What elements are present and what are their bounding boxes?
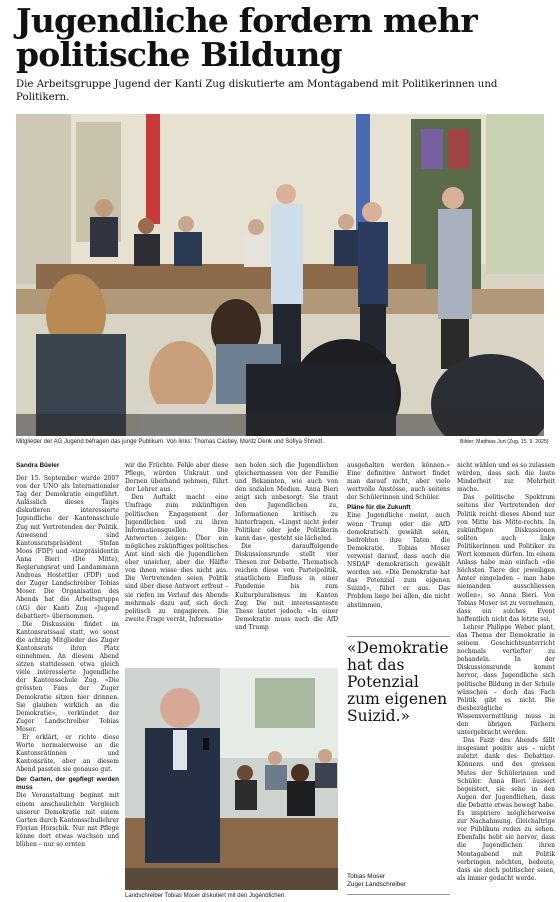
paragraph: nen holen sich die Jugendlichen gleichermassen von der Familie und Bekannten, wie auch von den sozialen Medien. Anna Bieri zeigt sich unbesorgt: Sie traut den Jugendlichen zu, Informationen kritisch zu hinterfragen. «Lingst nicht jeder Politiker oder jede Politikerin kann das», gesteht sie lächelnd. (235, 462, 338, 542)
quote-rule-top (347, 636, 450, 637)
quote-role: Zuger Landschreiber (347, 881, 406, 888)
secondary-photo (125, 668, 338, 890)
paragraph: Eine Jugendliche meint, auch wenn Trump oder die AfD demokratisch gewählt seien, bedrohten ihre Taten die Demokratie. Tobias Moser verweist darauf, dass auch die NSDAP demokratisch gewählt worden sei. «Die Demokratie hat das Potenzial zum eigenen Suizid», führt er aus. Das Problem liege bei allen, die nicht abstimmen, (347, 512, 450, 609)
photo2-caption: Landschreiber Tobias Moser diskutiert mit den Jugendlichen. (125, 893, 286, 899)
column-4 (347, 462, 450, 634)
quote-attribution (347, 873, 406, 889)
lead-text: Die Arbeitsgruppe Jugend der Kanti Zug diskutierte am Montagabend mit Politikerinnen und Politikern. (16, 79, 498, 103)
paragraph: nicht wählen und es so zulassen würden, dass sich die laute Minderheit zur Mehrheit mache. (457, 462, 555, 494)
debate-hall-photo (16, 114, 544, 436)
paragraph: Er erklärt, er richte diese Worte normalerweise an die Kantonsrätinnen und Kantonsräte, aber an diesem Abend passten sie genauso gut. (16, 734, 119, 774)
subheading: Pläne für die Zukunft (347, 504, 411, 512)
paragraph: Das Fazit des Abends fällt insgesamt positiv aus – nicht zuletzt dank des Debattier-Könnens und des grossen Mutes der Schülerinnen und Schüler. Anna Bieri äussert begeistert, sie sehe in den Augen der Jugendlichen, dass die Debatte etwas bewegt habe. Es inspiriere möglicherweise zur Nachahmung. Gleichaltrige vor Publikum reden zu sehen. Ebenfalls hebt sie hervor, dass die Jugendlichen ihren Montagabend mit Politik verbringen möchten, bedeute, dass sie doch politischer seien, als immer gedacht werde. (457, 737, 555, 882)
paragraph: Den Auftakt macht eine Umfrage zum zukünftigen politischen Engagement der Jugendlichen und zu ihren Informationsquellen. Die Antworten zeigen: Über ein mögliches zukünftiges politisches Amt sind sich die Jugendlichen eher unsicher, aber die Hälfte von ihnen wisse dies nicht aus. Die Vertretenden seien Politik sind über diese Antwort erfreut – sie riefen im Verlauf des Abends mehrmals dazu auf, sich doch politisch zu engagieren. Die zweite Frage verrät, Informatio- (125, 494, 228, 623)
pull-quote: «Demokratie hat das Potenzial zum eigenen Suizid.» (347, 639, 449, 725)
quote-rule-bottom (347, 894, 450, 895)
paragraph: wir die Früchte. Fehle aber diese Pflege, würden Unkraut und Dornen überhand nehmen, führt der Lehrer aus. (125, 462, 228, 494)
speaker-photo (125, 668, 338, 890)
paragraph: Die Diskussion findet im Kantonsratssaal statt, wo sonst die achtzig Mitglieder des Zuger Kantonsrats ihren Platz einnehmen. An diesem Abend sitzen stattdessen etwa gleich viele interessierte Jugendliche der Kantonsschule Zug. «Die grössten Fans der Zuger Demokratie sitzen hier drinnen. Sie glauben wirklich an die Demokratie», verkündet der Zuger Landschreiber Tobias Moser. (16, 620, 119, 733)
photo-credit: Bilder: Matthias Jurt (Zug, 15. 9. 2025) (460, 439, 549, 445)
quote-author: Tobias Moser (347, 873, 386, 880)
headline: Jugendliche fordern mehr politische Bildung (16, 1, 478, 74)
paragraph: Das politische Spektrum seitens der Vertretenden der Politik reicht dieses Abend nur von Mitte bis Mitte-rechts. In zukünftigen Diskussionen sollten auch linke Politikerinnen und Politiker zu Wort kommen dürfen. Im einem Anlass habe man einfach «die höchsten Tiere der jeweiligen Ämter eingeladen – man habe niemanden ausschliessen wollen», so Anna Bieri. Von Tobias Moser ist zu vernehmen, dass ein solches Event hoffentlich nicht das letzte sei. (457, 494, 555, 623)
column-2 (125, 462, 228, 664)
column-5 (457, 462, 555, 900)
photo-caption: Mitglieder der AG Jugend befragen das junge Publikum. Von links: Thomas Castley, Moritz Denk und Sofiya Shmidt. (16, 439, 324, 445)
column-3 (235, 462, 338, 664)
paragraph: Lehrer Philippe Weber plant, das Thema der Demokratie in seinem Geschichtsunterricht nochmals vertiefter zu behandeln. In der Diskussionsrunde kommt hervor, dass Jugendliche sich politische Bildung in der Schule wünschen – doch das Fach Politik gibt es nicht. Die diesbezügliche Wissensvermittlung muss in den übrigen Fächern untergebracht werden. (457, 623, 555, 737)
main-photo (16, 114, 544, 436)
column-1 (16, 475, 119, 895)
subheading: Der Garten, der gepflegt werden muss (16, 776, 119, 792)
paragraph: Die Veranstaltung beginnt mit einem anschaulichen Vergleich unserer Demokratie mit einem Garten durch Kantonsschullehrer Florian Horschik. Nur mit Pflege könne dort etwas wachsen und blühen – nur so ernten (16, 792, 119, 849)
paragraph: Der 15. September wurde 2007 von der UNO als Internationaler Tag der Demokratie eingeführt. Anlässlich dieses Tages diskutieren interessierte Jugendliche der Kantonsschule Zug mit Vertretenden der Politik. Anwesend sind Kantonsratspräsident Stefan Moos (FDP) und -vizepräsidentin Anna Bieri (Die Mitte), Regierungsrat und Landammann Andreas Hostettler (FDP) und der Zuger Landschreiber Tobias Moser. Die Organisation des Abends hat die Arbeitsgruppe (AG) der Kanti Zug «Jugend debattiert» übernommen. (16, 475, 119, 620)
paragraph: Die darauffolgende Diskussionsrunde stellt vier Thesen zur Debatte. Thematisch reichen diese von Parteipolitik, staatlichem Einfluss in einer Pandemie bis zum Kulturpluralismus im Kanton Zug. Die mit interessanteste These lautet jedoch: «In einer Demokratie muss auch die AfD und Trump (235, 542, 338, 631)
author-name: Sandra Büeler (16, 462, 60, 469)
paragraph: ausgehalten werden können.» Eine definitive Antwort findet man darauf nicht, aber viele wertvolle Anstösse, auch seitens der Schülerinnen und Schüler. (347, 462, 450, 502)
